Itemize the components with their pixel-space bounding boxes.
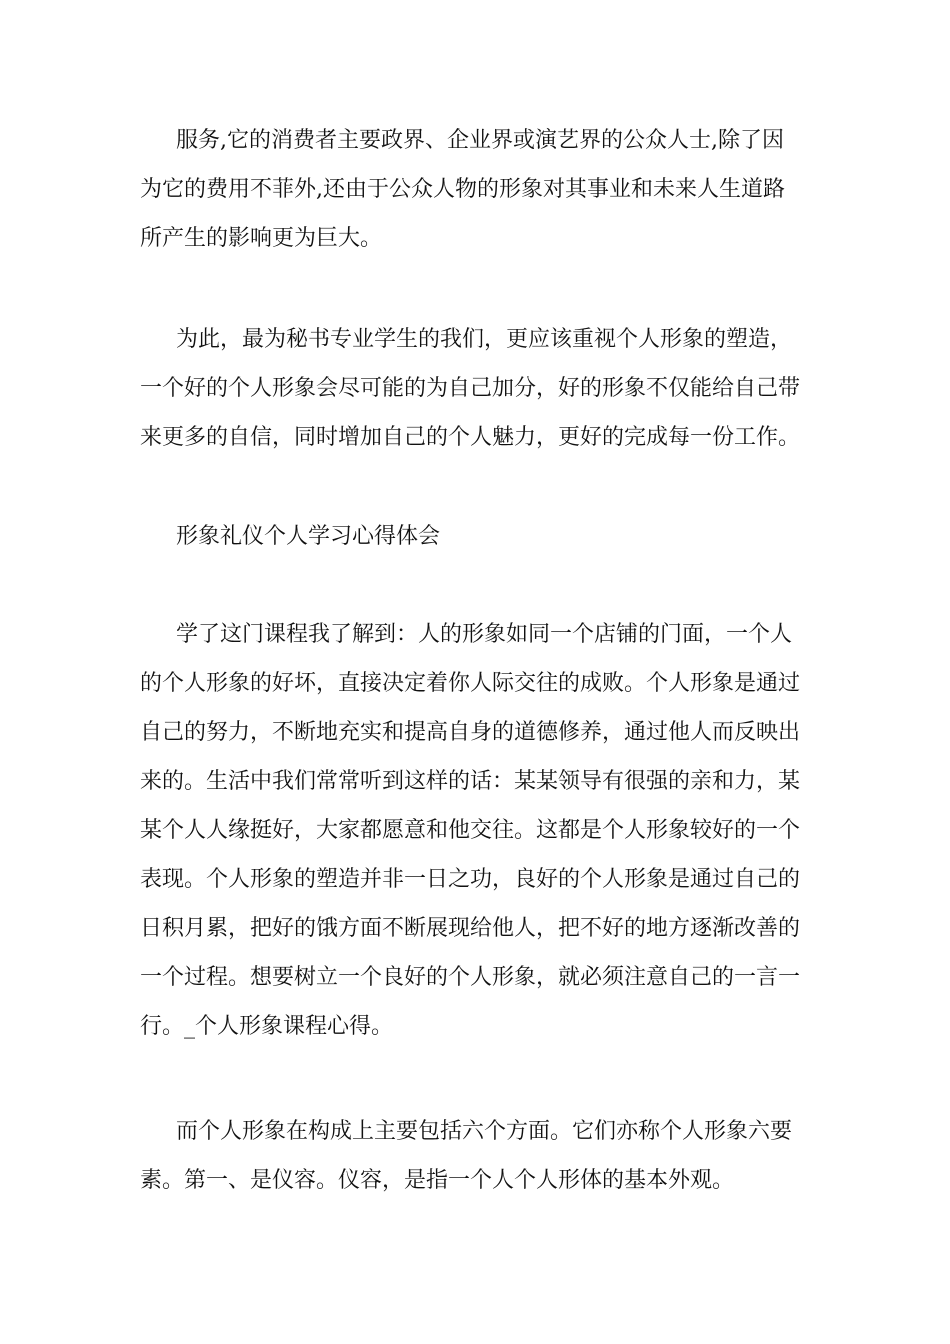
text-line: 素。第一、是仪容。仪容，是指一个人个人形体的基本外观。 — [140, 1168, 735, 1193]
text-line: 为它的费用不菲外,还由于公众人物的形象对其事业和未来人生道路 — [140, 177, 785, 202]
text-line: 日积月累，把好的饿方面不断展现给他人，把不好的地方逐渐改善的 — [140, 916, 801, 941]
paragraph-service-consumers — [140, 116, 820, 263]
text-line: 某个人人缘挺好，大家都愿意和他交往。这都是个人形象较好的一个 — [140, 818, 801, 843]
paragraph-course-learning — [140, 610, 820, 1051]
text-line: 一个过程。想要树立一个良好的个人形象，就必须注意自己的一言一 — [140, 965, 801, 990]
text-line: 的个人形象的好坏，直接决定着你人际交往的成败。个人形象是通过 — [140, 671, 801, 696]
text-line: 学了这门课程我了解到：人的形象如同一个店铺的门面，一个人 — [176, 622, 793, 647]
text-line: 而个人形象在构成上主要包括六个方面。它们亦称个人形象六要 — [176, 1119, 793, 1144]
text-line: 所产生的影响更为巨大。 — [140, 226, 383, 251]
heading-text: 形象礼仪个人学习心得体会 — [176, 524, 441, 549]
text-line: 为此，最为秘书专业学生的我们，更应该重视个人形象的塑造， — [176, 327, 793, 352]
section-heading — [140, 512, 820, 561]
text-line: 表现。个人形象的塑造并非一日之功，良好的个人形象是通过自己的 — [140, 867, 801, 892]
text-line: 服务,它的消费者主要政界、企业界或演艺界的公众人士,除了因 — [176, 128, 784, 153]
text-line: 来更多的自信，同时增加自己的个人魅力，更好的完成每一份工作。 — [140, 425, 801, 450]
text-line: 行。_个人形象课程心得。 — [140, 1014, 394, 1039]
text-line: 来的。生活中我们常常听到这样的话：某某领导有很强的亲和力，某 — [140, 769, 801, 794]
text-line: 一个好的个人形象会尽可能的为自己加分，好的形象不仅能给自己带 — [140, 376, 801, 401]
paragraph-secretary-students — [140, 315, 820, 462]
text-line: 自己的努力，不断地充实和提高自身的道德修养，通过他人而反映出 — [140, 720, 801, 745]
paragraph-six-elements — [140, 1107, 820, 1205]
